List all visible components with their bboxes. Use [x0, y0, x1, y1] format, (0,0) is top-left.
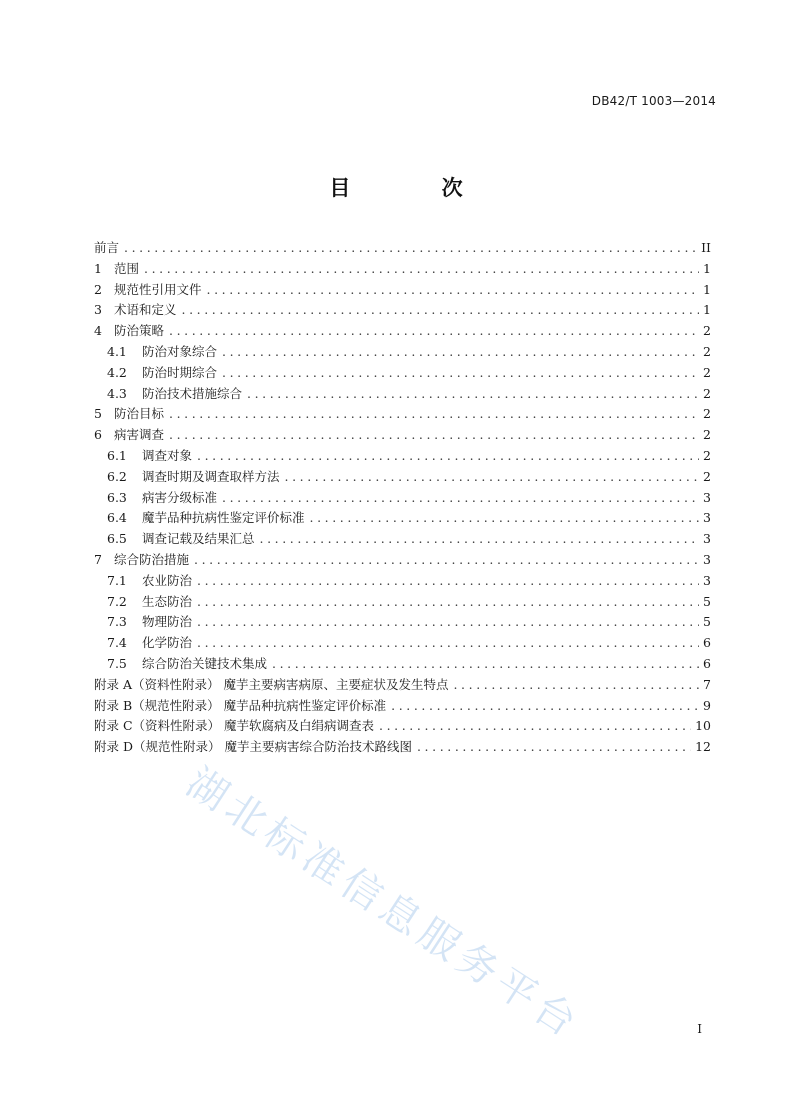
toc-entry-label: 病害分级标准 — [142, 489, 218, 505]
toc-entry[interactable] — [94, 363, 711, 384]
toc-entry[interactable] — [94, 259, 711, 280]
toc-dot-leader — [260, 529, 699, 550]
toc-entry-page: 3 — [703, 551, 711, 567]
toc-dot-leader — [222, 488, 699, 509]
toc-dot-leader — [222, 363, 699, 384]
toc-entry-label: 防治技术措施综合 — [142, 385, 243, 401]
toc-entry-page: 3 — [703, 489, 711, 505]
toc-entry-page: 2 — [703, 323, 711, 339]
toc-entry[interactable] — [94, 321, 711, 342]
toc-entry[interactable] — [94, 592, 711, 613]
toc-entry-page: 2 — [703, 427, 711, 443]
toc-entry-number: 7.3 — [107, 614, 127, 630]
toc-entry-number: 6.5 — [107, 531, 127, 547]
toc-entry-number: 6.2 — [107, 468, 127, 484]
toc-entry-label: 调查记载及结果汇总 — [142, 531, 255, 547]
toc-entry-page: 2 — [703, 385, 711, 401]
toc-dot-leader — [169, 321, 699, 342]
toc-dot-leader — [144, 259, 699, 280]
toc-dot-leader — [197, 571, 699, 592]
toc-entry-page: 5 — [703, 593, 711, 609]
toc-entry-page: 7 — [703, 676, 711, 692]
toc-entry-number: 4 — [94, 323, 102, 339]
toc-entry-label: 防治对象综合 — [142, 343, 218, 359]
toc-entry-label: 附录 A（资料性附录） 魔芋主要病害病原、主要症状及发生特点 — [94, 676, 449, 692]
document-code: DB42/T 1003—2014 — [591, 94, 716, 108]
toc-entry-page: II — [701, 240, 711, 255]
toc-entry[interactable] — [94, 550, 711, 571]
toc-entry-number: 7.5 — [107, 655, 127, 671]
toc-entry-page: 9 — [703, 697, 711, 713]
toc-entry-page: 2 — [703, 447, 711, 463]
toc-entry-label: 前言 — [94, 240, 120, 255]
toc-entry-label: 附录 C（资料性附录） 魔芋软腐病及白绢病调查表 — [94, 718, 375, 734]
toc-entry-label: 病害调查 — [114, 427, 165, 443]
toc-entry-label: 术语和定义 — [114, 302, 177, 318]
toc-entry-page: 2 — [703, 406, 711, 422]
toc-entry-number: 6.4 — [107, 510, 127, 526]
toc-entry-number: 4.2 — [107, 364, 127, 380]
toc-entry-label: 调查时期及调查取样方法 — [142, 468, 280, 484]
toc-entry-number: 7.1 — [107, 572, 127, 588]
toc-entry-label: 附录 B（规范性附录） 魔芋品种抗病性鉴定评价标准 — [94, 697, 387, 713]
toc-entry[interactable] — [94, 384, 711, 405]
toc-dot-leader — [169, 425, 699, 446]
toc-entry[interactable] — [94, 404, 711, 425]
toc-entry-label: 综合防治措施 — [114, 551, 190, 567]
toc-entry-page: 2 — [703, 343, 711, 359]
toc-dot-leader — [124, 238, 697, 259]
toc-entry[interactable] — [94, 467, 711, 488]
toc-entry[interactable] — [94, 508, 711, 529]
toc-dot-leader — [222, 342, 699, 363]
toc-dot-leader — [197, 446, 699, 467]
toc-dot-leader — [285, 467, 699, 488]
toc-dot-leader — [453, 675, 699, 696]
toc-entry[interactable] — [94, 716, 711, 737]
toc-entry-page: 6 — [703, 655, 711, 671]
toc-entry[interactable] — [94, 425, 711, 446]
toc-entry-number: 4.3 — [107, 385, 127, 401]
page-title: 目 次 — [329, 176, 505, 200]
toc-entry-label: 物理防治 — [142, 614, 193, 630]
toc-entry-label: 魔芋品种抗病性鉴定评价标准 — [142, 510, 305, 526]
toc-entry[interactable] — [94, 342, 711, 363]
toc-entry[interactable] — [94, 529, 711, 550]
toc-entry-label: 农业防治 — [142, 572, 193, 588]
toc-entry-page: 6 — [703, 635, 711, 651]
toc-dot-leader — [197, 592, 699, 613]
toc-entry-page: 1 — [703, 281, 711, 297]
watermark: 湖北标准信息服务平台 — [178, 759, 589, 1049]
toc-entry-number: 3 — [94, 302, 102, 318]
toc-entry[interactable] — [94, 612, 711, 633]
toc-entry[interactable] — [94, 488, 711, 509]
toc-entry[interactable] — [94, 446, 711, 467]
toc-dot-leader — [272, 654, 699, 675]
toc-entry-number: 2 — [94, 281, 102, 297]
toc-entry-label: 规范性引用文件 — [114, 281, 202, 297]
toc-entry-page: 12 — [695, 739, 711, 755]
toc-dot-leader — [197, 612, 699, 633]
toc-entry[interactable] — [94, 633, 711, 654]
toc-entry-page: 3 — [703, 572, 711, 588]
toc-dot-leader — [417, 737, 691, 758]
toc-entry-number: 1 — [94, 260, 102, 276]
toc-dot-leader — [379, 716, 691, 737]
page-number: I — [697, 1022, 702, 1036]
toc-entry-page: 10 — [695, 718, 711, 734]
toc-entry[interactable] — [94, 675, 711, 696]
toc-entry-label: 防治时期综合 — [142, 364, 218, 380]
toc-dot-leader — [247, 384, 699, 405]
toc-entry-page: 5 — [703, 614, 711, 630]
toc-entry-page: 2 — [703, 468, 711, 484]
toc-entry-page: 3 — [703, 531, 711, 547]
toc-entry[interactable] — [94, 737, 711, 758]
toc-entry-label: 附录 D（规范性附录） 魔芋主要病害综合防治技术路线图 — [94, 739, 412, 755]
toc-entry-page: 2 — [703, 364, 711, 380]
toc-entry-page: 3 — [703, 510, 711, 526]
toc-entry-number: 6.1 — [107, 447, 127, 463]
toc-entry-label: 生态防治 — [142, 593, 193, 609]
toc-dot-leader — [207, 280, 699, 301]
toc-dot-leader — [310, 508, 699, 529]
toc-entry[interactable] — [94, 300, 711, 321]
toc-entry[interactable] — [94, 571, 711, 592]
toc-entry-label: 防治目标 — [114, 406, 165, 422]
toc-entry-number: 7.4 — [107, 635, 127, 651]
toc-entry-page: 1 — [703, 260, 711, 276]
toc-entry-label: 防治策略 — [114, 323, 165, 339]
toc-entry-page: 1 — [703, 302, 711, 318]
toc-entry[interactable] — [94, 280, 711, 301]
table-of-contents — [94, 238, 711, 758]
toc-entry[interactable] — [94, 238, 711, 259]
toc-entry-label: 范围 — [114, 260, 140, 276]
toc-entry[interactable] — [94, 654, 711, 675]
toc-entry-number: 6 — [94, 427, 102, 443]
toc-entry[interactable] — [94, 696, 711, 717]
toc-dot-leader — [169, 404, 699, 425]
toc-entry-number: 4.1 — [107, 343, 127, 359]
toc-dot-leader — [391, 696, 699, 717]
toc-entry-number: 6.3 — [107, 489, 127, 505]
toc-dot-leader — [194, 550, 699, 571]
toc-entry-label: 化学防治 — [142, 635, 193, 651]
toc-entry-label: 综合防治关键技术集成 — [142, 655, 268, 671]
toc-entry-number: 7 — [94, 551, 102, 567]
toc-entry-number: 7.2 — [107, 593, 127, 609]
toc-dot-leader — [182, 300, 699, 321]
toc-dot-leader — [197, 633, 699, 654]
toc-entry-label: 调查对象 — [142, 447, 193, 463]
toc-entry-number: 5 — [94, 406, 102, 422]
